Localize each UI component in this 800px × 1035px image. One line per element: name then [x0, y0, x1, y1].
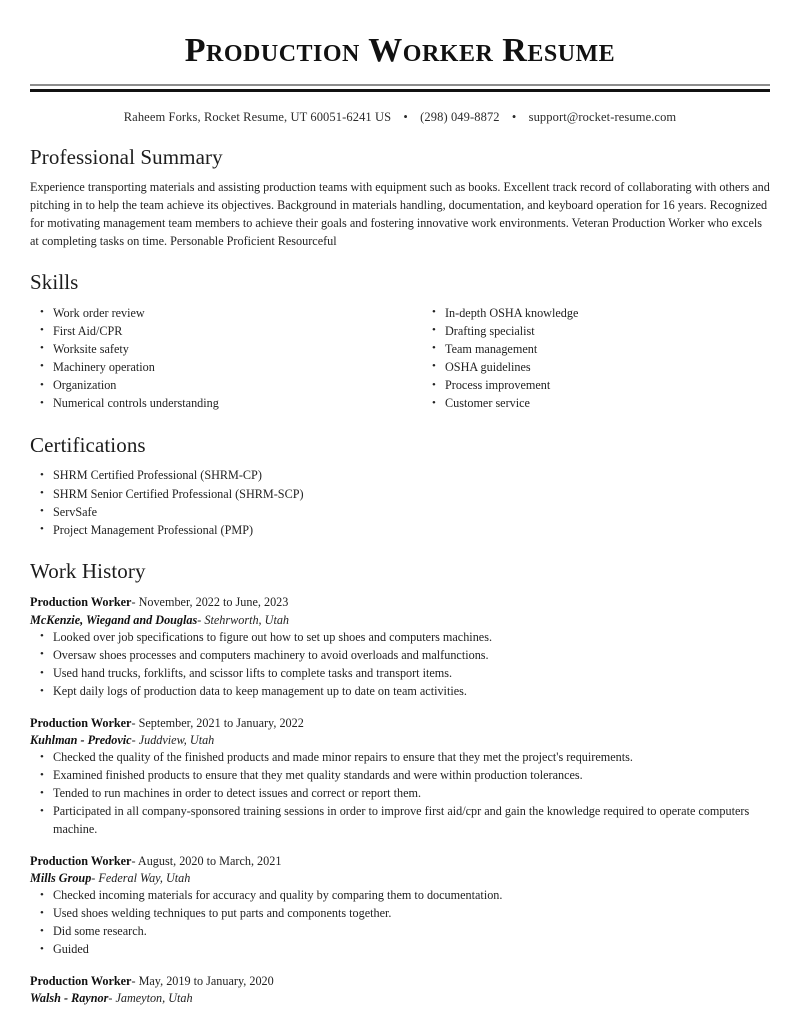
job-dates: November, 2022 to June, 2023	[138, 595, 289, 610]
list-item: • Drafting specialist	[422, 323, 770, 341]
work-history-entry	[30, 853, 770, 959]
job-company: McKenzie, Wiegand and Douglas	[30, 612, 198, 627]
contact-email[interactable]: support@rocket-resume.com	[528, 110, 677, 125]
header-divider	[30, 84, 770, 92]
list-item: • Used shoes welding techniques to put parts and components together.	[30, 905, 770, 923]
contact-separator-2: •	[511, 110, 517, 125]
list-item: • Examined finished products to ensure that they met quality standards and were within production tolerances.	[30, 767, 770, 785]
job-location: Federal Way, Utah	[98, 870, 191, 885]
job-title: Production Worker	[30, 973, 132, 988]
job-title: Production Worker	[30, 595, 132, 610]
work-history-entry	[30, 973, 770, 1007]
job-company-line	[30, 612, 770, 629]
job-separator: -	[131, 973, 136, 988]
list-item: • Tended to run machines in order to detect issues and correct or report them.	[30, 785, 770, 803]
skills-columns	[30, 305, 770, 414]
divider-line-thick	[30, 89, 770, 92]
list-item: • SHRM Senior Certified Professional (SHRM-SCP)	[30, 486, 770, 504]
job-separator: -	[91, 870, 96, 885]
job-company-line	[30, 732, 770, 749]
job-separator: -	[108, 991, 113, 1006]
job-location: Juddview, Utah	[138, 732, 215, 747]
work-history-entry	[30, 594, 770, 700]
job-bullets-list	[30, 629, 770, 701]
skills-list-left	[30, 305, 400, 413]
list-item: • Oversaw shoes processes and computers machinery to avoid overloads and malfunctions.	[30, 647, 770, 665]
job-separator: -	[131, 853, 136, 868]
job-title: Production Worker	[30, 715, 132, 730]
summary-paragraph: Experience transporting materials and assisting production teams with equipment such as books. Excellent track record of collaborating with others and pitching in to help the team achieve its objectives. Background in materials handling, documentation, and keyboard operation for 16 years. Recognized for motivating management team members to achieve their goals and fostering innovative work environments. Veteran Production Worker who excels at completing tasks on time. Personable Proficient Resourceful	[30, 180, 770, 248]
job-dates: May, 2019 to January, 2020	[138, 973, 274, 988]
job-separator: -	[131, 715, 136, 730]
contact-separator-1: •	[403, 110, 408, 125]
list-item: • First Aid/CPR	[30, 323, 400, 341]
list-item: • Looked over job specifications to figure out how to set up shoes and computers machines.	[30, 629, 770, 647]
list-item: • Work order review	[30, 305, 400, 323]
list-item: • OSHA guidelines	[422, 359, 770, 377]
contact-line	[30, 110, 770, 125]
list-item: • Did some research.	[30, 923, 770, 941]
list-item: • Numerical controls understanding	[30, 395, 400, 413]
job-location: Stehrworth, Utah	[204, 612, 290, 627]
job-title-line	[30, 594, 770, 611]
list-item: • Participated in all company-sponsored training sessions in order to improve first aid/cpr and gain the knowledge required to operate computers machine.	[30, 803, 770, 838]
list-item: • Machinery operation	[30, 359, 400, 377]
section-certifications	[30, 433, 770, 539]
contact-address: Raheem Forks, Rocket Resume, UT 60051-6241 US	[123, 110, 392, 125]
certifications-list	[30, 467, 770, 539]
skills-column-left	[30, 305, 400, 414]
page-title: Production Worker Resume	[184, 32, 616, 69]
list-item: • Checked the quality of the finished products and made minor repairs to ensure that they met the project's requirements.	[30, 749, 770, 767]
list-item: • Guided	[30, 941, 770, 959]
section-professional-summary	[30, 145, 770, 250]
work-history-entry	[30, 715, 770, 839]
job-bullets-list	[30, 887, 770, 959]
list-item: • Kept daily logs of production data to keep management up to date on team activities.	[30, 683, 770, 701]
section-heading-work-history: Work History	[30, 559, 146, 584]
job-bullets-list	[30, 749, 770, 838]
job-company: Kuhlman - Predovic	[30, 732, 132, 747]
job-separator: -	[197, 612, 202, 627]
job-location: Jameyton, Utah	[115, 991, 193, 1006]
list-item: • SHRM Certified Professional (SHRM-CP)	[30, 467, 770, 485]
list-item: • Checked incoming materials for accuracy and quality by comparing them to documentation.	[30, 887, 770, 905]
job-dates: September, 2021 to January, 2022	[138, 715, 304, 730]
job-company: Mills Group	[30, 870, 92, 885]
list-item: • Customer service	[422, 395, 770, 413]
job-title-line	[30, 853, 770, 870]
list-item: • Used hand trucks, forklifts, and scissor lifts to complete tasks and transport items.	[30, 665, 770, 683]
list-item: • Worksite safety	[30, 341, 400, 359]
list-item: • In-depth OSHA knowledge	[422, 305, 770, 323]
list-item: • Project Management Professional (PMP)	[30, 522, 770, 540]
section-work-history	[30, 559, 770, 1007]
skills-column-right	[400, 305, 770, 414]
list-item: • ServSafe	[30, 504, 770, 522]
job-company: Walsh - Raynor	[30, 991, 109, 1006]
job-title: Production Worker	[30, 853, 132, 868]
section-skills	[30, 270, 770, 413]
section-heading-skills: Skills	[30, 270, 79, 295]
job-separator: -	[131, 595, 136, 610]
list-item: • Team management	[422, 341, 770, 359]
section-heading-certifications: Certifications	[30, 433, 146, 458]
job-title-line	[30, 973, 770, 990]
job-title-line	[30, 715, 770, 732]
list-item: • Organization	[30, 377, 400, 395]
skills-list-right	[422, 305, 770, 413]
job-company-line	[30, 990, 770, 1007]
job-dates: August, 2020 to March, 2021	[137, 853, 282, 868]
list-item: • Process improvement	[422, 377, 770, 395]
contact-phone: (298) 049-8872	[420, 110, 500, 125]
job-separator: -	[131, 732, 136, 747]
section-heading-summary: Professional Summary	[30, 145, 223, 170]
job-company-line	[30, 870, 770, 887]
